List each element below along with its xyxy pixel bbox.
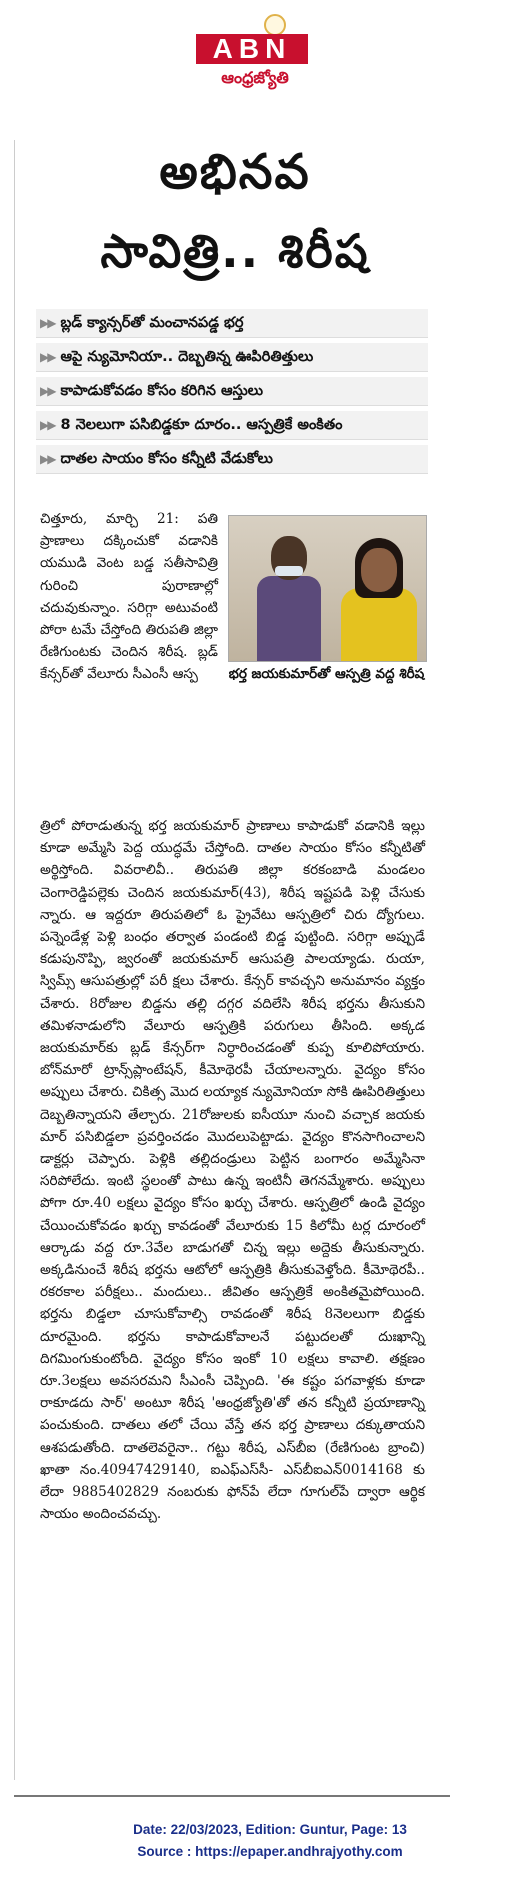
news-photo	[228, 515, 427, 662]
double-arrow-icon: ▶▶	[40, 384, 55, 398]
subhead-4	[36, 411, 428, 440]
bottom-rule	[14, 1795, 450, 1797]
woman-figure	[341, 538, 417, 661]
subhead-5	[36, 445, 428, 474]
subhead-text: 8 నెలలుగా పసిబిడ్డకూ దూరం.. ఆస్పత్రికే అంకితం	[60, 417, 343, 433]
subhead-1	[36, 309, 428, 338]
article-paragraph-2: త్రిలో పోరాడుతున్న భర్త జయకుమార్ ప్రాణాలు కాపాడుకో వడానికి ఇల్లు కూడా అమ్మేసి పెద్ద యుద్ధమే చేస్తోంది. దాతల సాయం కోసం కన్నీటితో అర్థిస్తోంది. వివరాలివీ.. తిరుపతి జిల్లా కరకంబాడి మండలం చెంగారెడ్డిపల్లెకు చెందిన జయకుమార్(43), శిరీష ఇష్టపడి పెళ్లి చేసుకు న్నారు. ఆ ఇద్దరూ తిరుపతిలో ఓ ప్రైవేటు ఆస్పత్రిలో చిరు ద్యోగులు. పన్నెండేళ్ల పెళ్లి బంధం తర్వాత పండంటి బిడ్డ పుట్టింది. సరిగ్గా అప్పుడే కడుపునొప్పి, జ్వరంతో జయకుమార్ ఆసుపత్రి పాలయ్యాడు. రుయా, స్విమ్స్ ఆసుపత్రుల్లో పరీ క్షలు చేశారు. కేన్సర్ కావచ్చని అనుమానం వ్యక్తం చేశారు. 8రోజుల బిడ్డను తల్లి దగ్గర వదిలేసి శిరీష భర్తను తీసుకుని తమిళనాడులోని వేలూరు ఆస్పత్రికి పరుగులు తీసింది. అక్కడ జయకుమార్‌కు బ్లడ్ కేన్సర్‌గా నిర్ధారించడంతో కుప్ప కూలిపోయారు. బోన్‌మారో ట్రాన్స్‌ప్లాంటేషన్, కీమోథెరపీ చేయాలన్నారు. వైద్యం కోసం అప్పులు చేశారు. చికిత్స మొద లయ్యాక న్యుమోనియా సోకి ఊపిరితిత్తులు దెబ్బతిన్నాయని తేల్చారు. 21రోజులకు ఐసీయూ నుంచి వచ్చాక జయకు మార్ పసిబిడ్డలా ప్రవర్తించడం మొదలుపెట్టాడు. వైద్యం కొనసాగించాలని డాక్టర్లు చెప్పారు. పెళ్లికి తల్లిదండ్రులు పెట్టిన బంగారం అమ్మేసినా సరిపోలేదు. ఇంటి స్థలంతో పాటు ఉన్న ఇంటినీ తెగనమ్మేశారు. అప్పులు పోగా రూ.40 లక్షలు వైద్యం కోసం ఖర్చు చేశారు. ఆస్పత్రిలో ఉండి వైద్యం చేయించుకోవడం ఖర్చు కావడంతో వేలూరుకు 15 కిలోమీ టర్ల దూరంలో ఆర్కాడు వద్ద రూ.3వేల బాడుగతో చిన్న ఇల్లు అద్దెకు తీసుకున్నారు. అక్కడినుంచే శిరీష భర్తను ఆటోలో ఆస్పత్రికి తీసుకువెళ్తోంది. కీమోథెరపీ.. రకరకాల పరీక్షలు.. మందులు.. జీవితం ఆస్పత్రికే అంకితమైపోయింది. భర్తను బిడ్డలా చూసుకోవాల్సి రావడంతో శిరీష 8నెలలుగా బిడ్డకు దూరమైంది. భర్తను కాపాడుకోవాలనే పట్టుదలతో దుఃఖాన్ని దిగమింగుకుంటోంది. వైద్యం కోసం ఇంకో 10 లక్షలు కావాలి. తక్షణం రూ.3లక్షలు అవసరమని సీఎంసీ చెప్పింది. 'ఈ కష్టం పగవాళ్లకు కూడా రాకూడదు సార్' అంటూ శిరీష 'ఆంధ్రజ్యోతి'తో తన కన్నీటి ప్రయాణాన్ని పంచుకుంది. దాతలు తలో చేయి వేస్తే తన భర్త ప్రాణాలు దక్కుతాయని ఆశపడుతోంది. దాతలెవరైనా.. గట్టు శిరీష, ఎస్‌బీఐ (రేణిగుంట బ్రాంచి) ఖాతా నం.40947429140, ఐఎఫ్‌ఎస్‌సీ- ఎస్‌బీఐఎన్‌0014168 కు లేదా 9885402829 నంబరుకు ఫోన్‌పే లేదా గూగుల్‌పే ద్వారా ఆర్థిక సాయం అందించవచ్చు.	[40, 818, 425, 1523]
footer-date-line: Date: 22/03/2023, Edition: Guntur, Page: 13	[133, 1822, 407, 1837]
article-paragraph-1: చిత్తూరు, మార్చి 21: పతి ప్రాణాలు దక్కించుకో వడానికి యముడి వెంట బడ్డ సతీసావిత్రి గురించి పురాణాల్లో చదువుకున్నాం. సరిగ్గా అటువంటి పోరా టమే చేస్తోంది తిరుపతి జిల్లా రేణిగుంటకు చెందిన శిరీష. బ్లడ్ కేన్సర్‌తో వేలూరు సీఎంసీ ఆస్ప	[40, 511, 218, 683]
abn-logo	[190, 8, 320, 98]
subhead-text: బ్లడ్ క్యాన్సర్‌తో మంచానపడ్డ భర్త	[60, 315, 244, 331]
subhead-3	[36, 377, 428, 406]
footer-source-line: Source : https://epaper.andhrajyothy.com	[137, 1844, 403, 1859]
double-arrow-icon: ▶▶	[40, 452, 55, 466]
photo-caption: భర్త జయకుమార్‌తో ఆస్పత్రి వద్ద శిరీష	[228, 666, 425, 682]
logo-abn-text: ABN	[196, 34, 308, 64]
man-figure	[257, 536, 321, 661]
subhead-text: దాతల సాయం కోసం కన్నీటి వేడుకోలు	[60, 451, 273, 467]
headline-line-2: సావిత్రి.. శిరీష	[100, 224, 370, 278]
subhead-2	[36, 343, 428, 372]
headline-line-1: అభినవ	[159, 144, 311, 200]
double-arrow-icon: ▶▶	[40, 350, 55, 364]
double-arrow-icon: ▶▶	[40, 418, 55, 432]
subhead-text: కాపాడుకోవడం కోసం కరిగిన ఆస్తులు	[60, 383, 264, 399]
left-frame-line	[14, 140, 15, 1780]
logo-andhrajyothy-text: ఆంధ్రజ్యోతి	[221, 68, 289, 87]
subhead-text: ఆపై న్యుమోనియా.. దెబ్బతిన్న ఊపిరితిత్తులు	[60, 349, 314, 365]
double-arrow-icon: ▶▶	[40, 316, 55, 330]
